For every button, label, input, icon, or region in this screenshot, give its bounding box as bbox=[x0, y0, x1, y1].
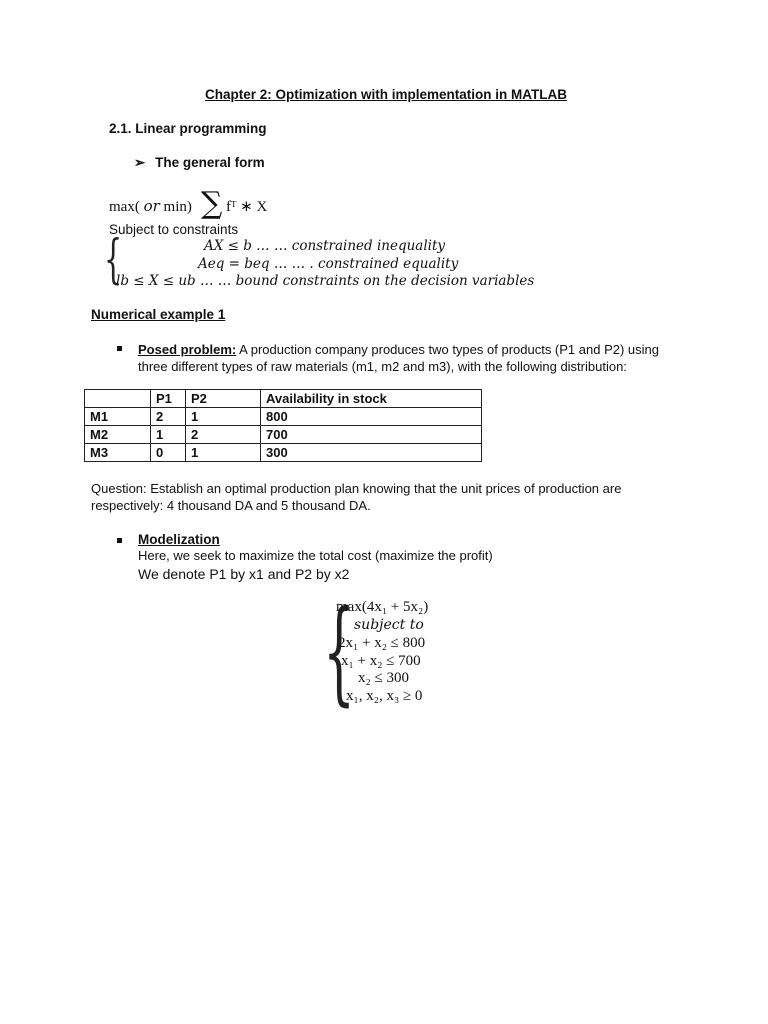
table-cell: 700 bbox=[261, 426, 482, 444]
constraint-inequality: AX ≤ b … … constrained inequality bbox=[204, 238, 446, 254]
table-cell: 300 bbox=[261, 444, 482, 462]
modelization-heading: Modelization bbox=[138, 532, 220, 547]
table-cell: 1 bbox=[186, 444, 261, 462]
objective-expression: fᵀ ∗ X bbox=[226, 199, 268, 215]
numerical-example-heading: Numerical example 1 bbox=[91, 307, 226, 322]
table-row bbox=[85, 426, 482, 444]
posed-problem-label: Posed problem: bbox=[138, 342, 237, 357]
posed-problem-line2: three different types of raw materials (m1, m2 and m3), with the following distribution: bbox=[138, 359, 627, 374]
section-title: 2.1. Linear programming bbox=[109, 121, 267, 136]
constraint-bounds: lb ≤ X ≤ ub … … bound constraints on the decision variables bbox=[116, 273, 535, 289]
square-bullet-icon bbox=[117, 346, 122, 351]
system-objective: max(4x₁ + 5x₂) bbox=[336, 599, 429, 615]
arrow-bullet-icon: ➢ bbox=[134, 155, 146, 170]
table-cell: 2 bbox=[151, 408, 186, 426]
table-header-cell: Availability in stock bbox=[261, 390, 482, 408]
table-row bbox=[85, 408, 482, 426]
system-subject-to: subject to bbox=[354, 617, 424, 633]
question-line2: respectively: 4 thousand DA and 5 thousand DA. bbox=[91, 498, 371, 513]
table-header-cell: P1 bbox=[151, 390, 186, 408]
constraint-equality: Aeq = beq … … . constrained equality bbox=[198, 256, 459, 272]
question-line1: Question: Establish an optimal production plan knowing that the unit prices of production are bbox=[91, 481, 622, 496]
general-form-heading bbox=[134, 155, 265, 171]
objective-suffix: min) bbox=[163, 199, 192, 215]
system-constraint-1: 2x₁ + x₂ ≤ 800 bbox=[338, 635, 426, 651]
sum-symbol: ∑ bbox=[201, 186, 223, 221]
table-cell: M3 bbox=[85, 444, 151, 462]
posed-problem-paragraph bbox=[138, 341, 676, 358]
table-header-cell: P2 bbox=[186, 390, 261, 408]
objective-prefix: max( bbox=[109, 199, 140, 215]
table-cell: M2 bbox=[85, 426, 151, 444]
table-cell: M1 bbox=[85, 408, 151, 426]
constraints-brace: { bbox=[104, 230, 123, 290]
posed-problem-line1: A production company produces two types of products (P1 and P2) using bbox=[236, 342, 659, 357]
table-cell: 0 bbox=[151, 444, 186, 462]
objective-label bbox=[109, 197, 192, 216]
system-brace: { bbox=[323, 587, 356, 717]
system-constraint-3: x₂ ≤ 300 bbox=[358, 670, 409, 686]
distribution-table bbox=[84, 389, 482, 462]
chapter-title: Chapter 2: Optimization with implementation in MATLAB bbox=[205, 87, 567, 102]
table-cell: 800 bbox=[261, 408, 482, 426]
square-bullet-icon bbox=[117, 538, 122, 543]
table-header-cell bbox=[85, 390, 151, 408]
table-header-row bbox=[85, 390, 482, 408]
table-cell: 1 bbox=[151, 426, 186, 444]
objective-or: or bbox=[143, 197, 160, 215]
table-cell: 1 bbox=[186, 408, 261, 426]
system-constraint-2: x₁ + x₂ ≤ 700 bbox=[341, 653, 421, 669]
table-row bbox=[85, 444, 482, 462]
general-form-title: The general form bbox=[155, 155, 265, 170]
system-nonnegativity: x₁, x₂, x₃ ≥ 0 bbox=[346, 688, 423, 704]
subject-to-label: Subject to constraints bbox=[109, 222, 239, 237]
table-cell: 2 bbox=[186, 426, 261, 444]
modelization-line1: Here, we seek to maximize the total cost (maximize the profit) bbox=[138, 548, 493, 563]
modelization-line2: We denote P1 by x1 and P2 by x2 bbox=[138, 566, 350, 582]
